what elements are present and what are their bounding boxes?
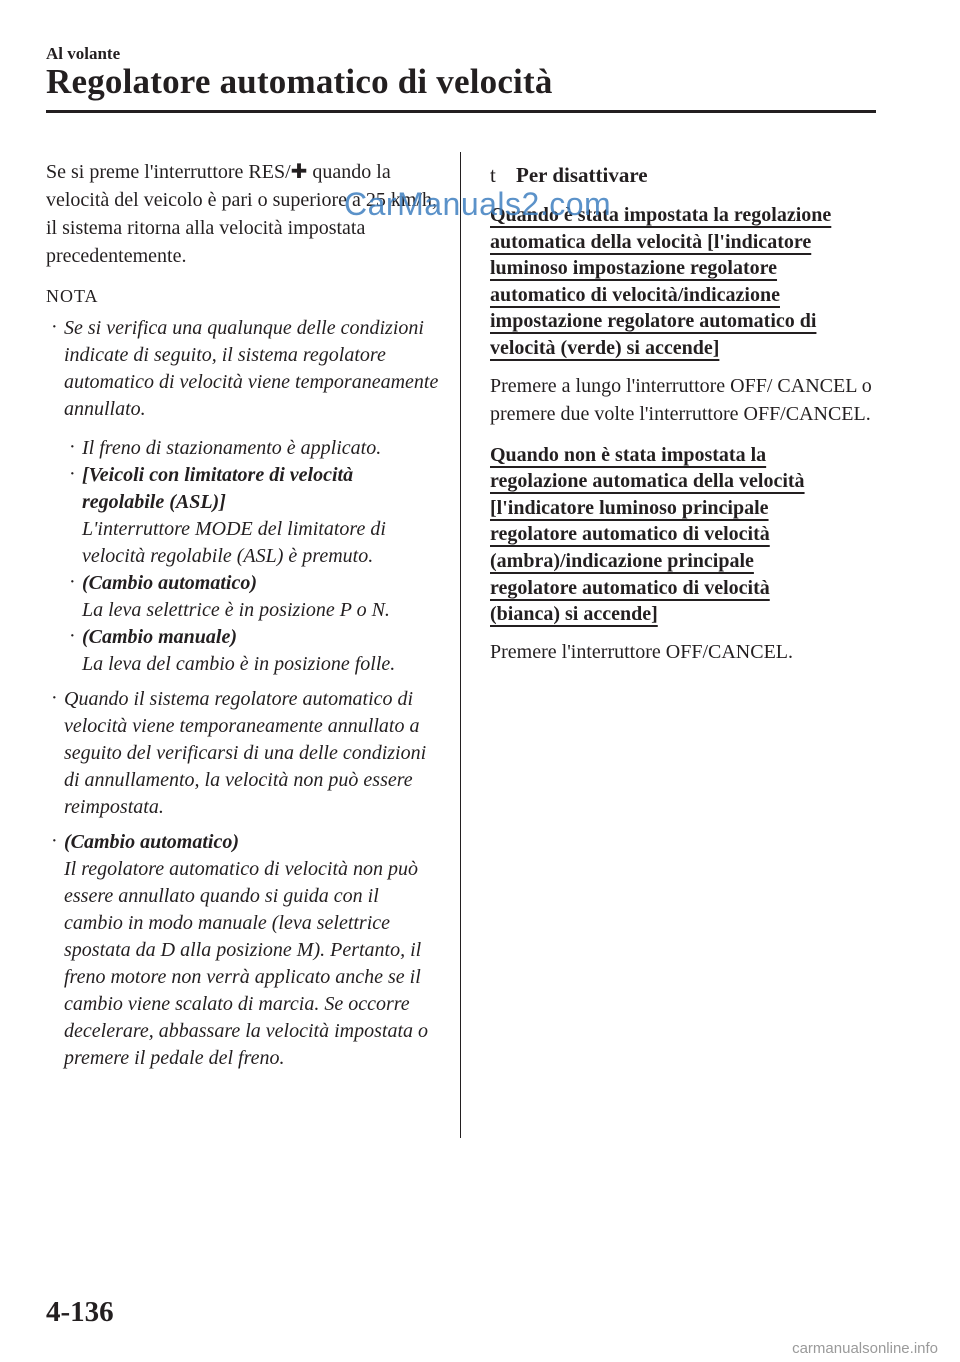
- bullet-icon: ·: [69, 463, 76, 485]
- condition-line: regolatore automatico di velocità: [490, 576, 770, 599]
- bullet-icon: ·: [51, 830, 58, 852]
- sub-item-title: [Veicoli con limitatore di velocità regolabile (ASL)]: [82, 464, 354, 513]
- title-rule: [46, 110, 876, 113]
- sub-item-text: Il freno di stazionamento è applicato.: [82, 437, 382, 459]
- heading-text: Per disattivare: [516, 163, 648, 187]
- note-text: Il regolatore automatico di velocità non può essere annullato quando si guida con il cambio in modo manuale (leva selettrice spostata da D alla posizione M). Pertanto, il freno motore non verrà applicato anche se il cambio viene scalato di marcia. Se occorre decelerare, abbassare la velocità impostata o premere il pedale del freno.: [64, 858, 429, 1069]
- sub-item-text: L'interruttore MODE del limitatore di velocità regolabile (ASL) è premuto.: [82, 518, 386, 567]
- sub-item-title: (Cambio automatico): [82, 572, 257, 594]
- note-text: Quando il sistema regolatore automatico di velocità viene temporaneamente annullato a seguito del verificarsi di una delle condizioni di annullamento, la velocità non può essere reimpostata.: [64, 688, 427, 818]
- note-item: [46, 315, 440, 678]
- condition-line: automatica della velocità [l'indicatore: [490, 230, 812, 253]
- condition-line: impostazione regolatore automatico di: [490, 310, 817, 333]
- condition-line: (bianca) si accende]: [490, 603, 658, 626]
- bullet-icon: ·: [69, 571, 76, 593]
- sub-item-title: (Cambio manuale): [82, 626, 238, 648]
- heading-marker: t: [490, 163, 496, 187]
- condition-line: luminoso impostazione regolatore: [490, 257, 778, 280]
- watermark: CarManuals2.com: [344, 186, 612, 222]
- page-number: 4-136: [46, 1296, 114, 1328]
- condition-line: [l'indicatore luminoso principale: [490, 496, 769, 519]
- note-title: (Cambio automatico): [64, 831, 239, 853]
- left-column: [46, 158, 440, 1080]
- bullet-icon: ·: [69, 436, 76, 458]
- condition-line: automatico di velocità/indicazione: [490, 283, 780, 306]
- note-item: [46, 686, 440, 821]
- sub-item: [64, 435, 440, 462]
- intro-paragraph: Se si preme l'interruttore RES/✚ quando la velocità del veicolo è pari o superiore a 25 km/h, il sistema ritorna alla velocità impostata precedentemente.: [46, 161, 437, 267]
- action-paragraph: Premere l'interruttore OFF/CANCEL.: [490, 640, 793, 663]
- bullet-icon: ·: [69, 625, 76, 647]
- footer-site-link[interactable]: carmanualsonline.info: [792, 1340, 938, 1357]
- bullet-icon: ·: [51, 687, 58, 709]
- condition-line: velocità (verde) si accende]: [490, 336, 720, 359]
- sub-item: [64, 462, 440, 570]
- sub-item-text: La leva selettrice è in posizione P o N.: [82, 599, 390, 621]
- sub-item-text: La leva del cambio è in posizione folle.: [82, 653, 396, 675]
- condition-line: (ambra)/indicazione principale: [490, 549, 754, 572]
- bullet-icon: ·: [51, 316, 58, 338]
- section-label: Al volante: [46, 44, 121, 63]
- condition-line: Quando non è stata impostata la: [490, 443, 767, 466]
- nota-label: NOTA: [46, 286, 99, 306]
- sub-item: [64, 570, 440, 624]
- note-text: Se si verifica una qualunque delle condizioni indicate di seguito, il sistema regolatore automatico di velocità viene temporaneamente annullato.: [64, 317, 439, 420]
- sub-list: [64, 435, 440, 678]
- column-divider: [460, 152, 461, 1138]
- action-paragraph: Premere a lungo l'interruttore OFF/ CANCEL o premere due volte l'interruttore OFF/CANCEL.: [490, 374, 872, 425]
- condition-line: Quando è stata impostata la regolazione: [490, 204, 832, 226]
- sub-item: [64, 624, 440, 678]
- page-title: Regolatore automatico di velocità: [46, 62, 553, 101]
- condition-heading: [490, 442, 890, 628]
- note-item: [46, 829, 440, 1072]
- condition-heading: [490, 202, 890, 362]
- right-column: [490, 160, 890, 680]
- condition-line: regolatore automatico di velocità: [490, 523, 770, 546]
- condition-line: regolazione automatica della velocità: [490, 470, 805, 493]
